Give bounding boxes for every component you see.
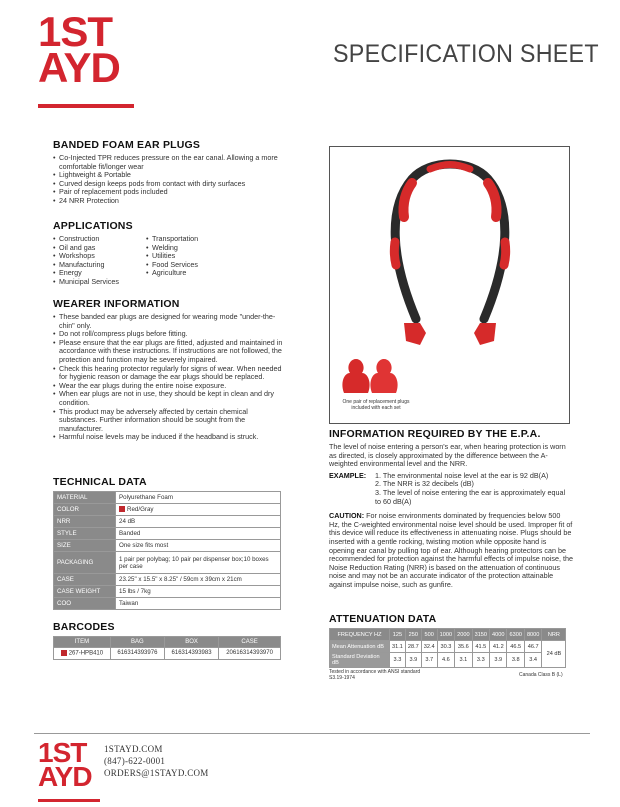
table-cell: 616314393983 bbox=[164, 648, 218, 660]
column-header: ITEM bbox=[54, 637, 111, 648]
logo-underline bbox=[38, 104, 134, 108]
applications-section bbox=[53, 220, 285, 287]
technical-title: TECHNICAL DATA bbox=[53, 476, 147, 488]
list-item: 3. The level of noise entering the ear is approximately equal to 60 dB(A) bbox=[375, 487, 566, 506]
table-cell: 616314393976 bbox=[110, 648, 164, 660]
logo-line-2: AYD bbox=[38, 44, 120, 92]
table-key: COO bbox=[54, 598, 116, 610]
table-key: PACKAGING bbox=[54, 552, 116, 574]
attenuation-title: ATTENUATION DATA bbox=[329, 613, 437, 625]
list-item: 1. The environmental noise level at the ear is 92 dB(A) bbox=[375, 470, 549, 480]
logo-underline bbox=[38, 799, 100, 802]
product-title: BANDED FOAM EAR PLUGS bbox=[53, 139, 201, 151]
table-cell: 3.8 bbox=[507, 653, 524, 668]
list-item: • Energy bbox=[53, 269, 146, 278]
table-key: MATERIAL bbox=[54, 492, 116, 504]
column-header: 6300 bbox=[507, 629, 524, 641]
table-cell: 35.6 bbox=[455, 641, 472, 653]
table-row bbox=[54, 574, 281, 586]
caution-label: CAUTION: bbox=[329, 511, 365, 521]
table-value: Polyurethane Foam bbox=[116, 492, 281, 504]
test-note: Tested in accordance with ANSI standard bbox=[329, 669, 421, 675]
contact-info bbox=[104, 743, 209, 779]
list-item: • Co-Injected TPR reduces pressure on the ear canal. Allowing a more comfortable fit/longer wear bbox=[53, 154, 285, 171]
table-value: Taiwan bbox=[116, 598, 281, 610]
column-header: 2000 bbox=[455, 629, 472, 641]
column-header: 8000 bbox=[524, 629, 541, 641]
column-header: 1000 bbox=[437, 629, 454, 641]
table-row bbox=[54, 504, 281, 516]
table-row bbox=[330, 641, 566, 653]
table-cell: 41.2 bbox=[490, 641, 507, 653]
page-title: SPECIFICATION SHEET bbox=[333, 40, 599, 68]
epa-section bbox=[329, 428, 573, 590]
column-header: 250 bbox=[405, 629, 421, 641]
epa-intro: The level of noise entering a person's ear, when hearing protection is worn as directed, is closely approximated by the difference between the A-weighted environmental level and the NRR. bbox=[329, 442, 566, 469]
table-row bbox=[54, 492, 281, 504]
table-header-row bbox=[330, 629, 566, 641]
column-header: BOX bbox=[164, 637, 218, 648]
table-value: Banded bbox=[116, 528, 281, 540]
table-value: 1 pair per polybag; 10 pair per dispenser box;10 boxes per case bbox=[116, 552, 281, 574]
list-item: • Construction bbox=[53, 235, 146, 244]
footer-logo bbox=[38, 737, 98, 801]
logo-line-1: 1ST bbox=[38, 737, 87, 768]
caution-text: For noise environments dominated by frequencies below 500 Hz, the C-weighted environmental noise level should be used. Improper fit of this device will reduce its effectiveness in attenuating noise. Plugs should be inserted with a gentle rocking, twisting motion while opposite hand is opening ear canal by pulling top of ear. Although hearing protectors can be recommended for protection against the harmful effects of impulse noise, the Noise Reduction Rating (NRR) is based on the attenuation of continuous noise and may not be an accurate indicator of the protection attainable against impulse noise, such as gunfire. bbox=[329, 511, 573, 589]
table-row bbox=[54, 528, 281, 540]
caution-paragraph bbox=[329, 512, 573, 589]
list-item: • These banded ear plugs are designed for wearing mode "under-the-chin" only. bbox=[53, 313, 285, 330]
list-item: • Curved design keeps pods from contact with dirty surfaces bbox=[53, 180, 285, 189]
list-item: • 24 NRR Protection bbox=[53, 197, 285, 206]
table-cell: 3.3 bbox=[390, 653, 406, 668]
table-key: CASE bbox=[54, 574, 116, 586]
table-cell: 3.1 bbox=[455, 653, 472, 668]
list-item: • Food Services bbox=[146, 261, 198, 270]
table-row bbox=[54, 552, 281, 574]
applications-col-1 bbox=[53, 235, 146, 287]
row-label: Mean Attenuation dB bbox=[330, 641, 390, 653]
canada-class: Canada Class B (L) bbox=[519, 672, 563, 678]
test-standard: S3.19-1974 bbox=[329, 675, 355, 681]
column-header: 4000 bbox=[490, 629, 507, 641]
table-cell: 30.3 bbox=[437, 641, 454, 653]
list-item: • Please ensure that the ear plugs are fitted, adjusted and maintained in accordance with these instructions. If instructions are not followed, the protection and function may be severely impaired. bbox=[53, 339, 285, 365]
table-cell: 28.7 bbox=[405, 641, 421, 653]
color-swatch bbox=[119, 506, 125, 512]
barcodes-section bbox=[53, 621, 285, 660]
footer-divider bbox=[34, 733, 590, 734]
row-label: Standard Deviation dB bbox=[330, 653, 390, 668]
table-key: CASE WEIGHT bbox=[54, 586, 116, 598]
email-link[interactable]: ORDERS@1STAYD.COM bbox=[104, 768, 209, 778]
table-cell: 3.9 bbox=[405, 653, 421, 668]
table-cell: 4.6 bbox=[437, 653, 454, 668]
applications-col-2 bbox=[146, 235, 198, 287]
table-cell: 46.5 bbox=[507, 641, 524, 653]
barcodes-title: BARCODES bbox=[53, 621, 115, 633]
table-cell: 31.1 bbox=[390, 641, 406, 653]
column-header: BAG bbox=[110, 637, 164, 648]
epa-title: INFORMATION REQUIRED BY THE E.P.A. bbox=[329, 428, 541, 440]
list-item: • When ear plugs are not in use, they should be kept in clean and dry condition. bbox=[53, 390, 285, 407]
example-list bbox=[375, 472, 573, 506]
table-cell: 41.5 bbox=[472, 641, 489, 653]
list-item: • Harmful noise levels may be induced if the headband is struck. bbox=[53, 433, 285, 442]
example-label: EXAMPLE: bbox=[329, 470, 367, 480]
table-row bbox=[330, 653, 566, 668]
table-key: STYLE bbox=[54, 528, 116, 540]
list-item: • Agriculture bbox=[146, 269, 198, 278]
attenuation-notes bbox=[329, 669, 575, 685]
column-header: 500 bbox=[421, 629, 437, 641]
attenuation-table bbox=[329, 628, 566, 668]
table-cell: 267-HPB410 bbox=[68, 650, 104, 657]
list-item: • Transportation bbox=[146, 235, 198, 244]
column-header: NRR bbox=[542, 629, 566, 641]
table-cell: 32.4 bbox=[421, 641, 437, 653]
table-value: 24 dB bbox=[116, 516, 281, 528]
list-item: • Municipal Services bbox=[53, 278, 146, 287]
table-value: 15 lbs / 7kg bbox=[116, 586, 281, 598]
applications-title: APPLICATIONS bbox=[53, 220, 133, 232]
table-cell: 3.9 bbox=[490, 653, 507, 668]
wearer-title: WEARER INFORMATION bbox=[53, 298, 180, 310]
list-item: 2. The NRR is 32 decibels (dB) bbox=[375, 479, 474, 489]
list-item: • Wear the ear plugs during the entire noise exposure. bbox=[53, 382, 285, 391]
table-cell: 3.3 bbox=[472, 653, 489, 668]
technical-table bbox=[53, 491, 281, 610]
table-row bbox=[54, 598, 281, 610]
table-value: 23.25" x 15.5" x 8.25" / 59cm x 39cm x 21cm bbox=[116, 574, 281, 586]
column-header: FREQUENCY HZ bbox=[330, 629, 390, 641]
table-cell: 46.7 bbox=[524, 641, 541, 653]
table-cell: 3.7 bbox=[421, 653, 437, 668]
table-value: One size fits most bbox=[116, 540, 281, 552]
table-row bbox=[54, 540, 281, 552]
feature-list bbox=[53, 154, 285, 206]
list-item: • Check this hearing protector regularly for signs of wear. When needed for hygienic reason or damage the ear plugs should be replaced. bbox=[53, 365, 285, 382]
list-item: • Oil and gas bbox=[53, 244, 146, 253]
list-item: • Manufacturing bbox=[53, 261, 146, 270]
list-item: • Pair of replacement pods included bbox=[53, 188, 285, 197]
table-row bbox=[54, 586, 281, 598]
list-item: • Lightweight & Portable bbox=[53, 171, 285, 180]
column-header: 3150 bbox=[472, 629, 489, 641]
table-key: SIZE bbox=[54, 540, 116, 552]
list-item: • Welding bbox=[146, 244, 198, 253]
technical-section bbox=[53, 476, 285, 610]
table-key: NRR bbox=[54, 516, 116, 528]
list-item: • Do not roll/compress plugs before fitting. bbox=[53, 330, 285, 339]
column-header: CASE bbox=[219, 637, 281, 648]
logo-line-2: AYD bbox=[38, 761, 92, 793]
barcodes-table bbox=[53, 636, 281, 660]
image-caption: One pair of replacement plugs included with each set bbox=[342, 399, 410, 411]
table-header-row bbox=[54, 637, 281, 648]
product-image-frame bbox=[329, 146, 570, 424]
table-value: Red/Gray bbox=[127, 506, 154, 513]
table-key: COLOR bbox=[54, 504, 116, 516]
list-item: • This product may be adversely affected by certain chemical substances. Further information should be sought from the manufacturer. bbox=[53, 408, 285, 434]
attenuation-section bbox=[329, 613, 575, 685]
phone-number[interactable]: (847)-622-0001 bbox=[104, 756, 166, 766]
color-swatch bbox=[61, 650, 67, 656]
table-cell: 3.4 bbox=[524, 653, 541, 668]
table-cell: 20616314393970 bbox=[219, 648, 281, 660]
product-section bbox=[53, 139, 285, 206]
nrr-value: 24 dB bbox=[542, 641, 566, 668]
wearer-section bbox=[53, 298, 285, 442]
table-row bbox=[54, 516, 281, 528]
brand-logo bbox=[38, 8, 130, 106]
table-row bbox=[54, 648, 281, 660]
column-header: 125 bbox=[390, 629, 406, 641]
logo-line-1: 1ST bbox=[38, 8, 113, 55]
ear-plugs-image bbox=[330, 147, 571, 425]
website-link[interactable]: 1STAYD.COM bbox=[104, 744, 163, 754]
list-item: • Workshops bbox=[53, 252, 146, 261]
wearer-list bbox=[53, 313, 285, 442]
list-item: • Utilities bbox=[146, 252, 198, 261]
